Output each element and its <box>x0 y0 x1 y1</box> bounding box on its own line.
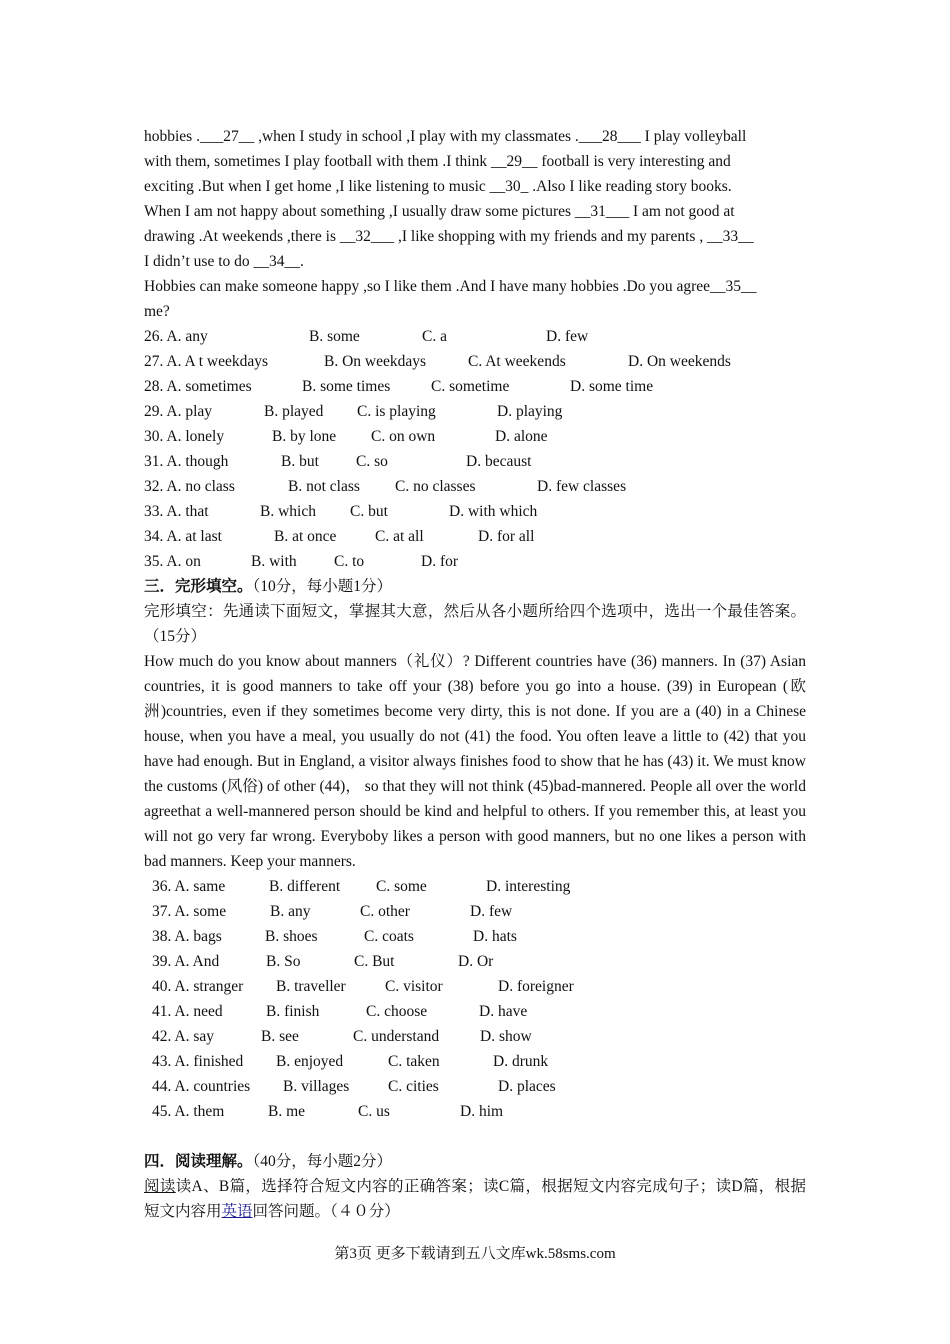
option-a: 36. A. same <box>152 878 226 895</box>
option-b: B. not class <box>288 478 360 495</box>
option-b: B. which <box>260 503 316 520</box>
option-b: B. with <box>251 553 297 570</box>
question-39 <box>144 949 806 974</box>
passage-line: hobbies .___27__ ,when I study in school ,I play with my classmates .___28___ I play volleyball <box>144 128 747 145</box>
option-b: B. villages <box>283 1078 350 1095</box>
passage-line: with them, sometimes I play football with them .I think __29__ football is very interesting and <box>144 153 731 170</box>
option-b: B. some <box>309 328 360 345</box>
section-4-instructions: 阅读读A、B篇，选择符合短文内容的正确答案；读C篇，根据短文内容完成句子；读D篇，根据短文内容用英语回答问题。（４０分） <box>144 1178 806 1220</box>
question-30 <box>144 424 806 449</box>
passage-line: drawing .At weekends ,there is __32___ ,I like shopping with my friends and my parents , __33__ <box>144 228 754 245</box>
option-b: B. So <box>266 953 301 970</box>
question-45 <box>144 1099 806 1124</box>
option-a: 30. A. lonely <box>144 428 225 445</box>
option-d: D. places <box>498 1078 556 1095</box>
option-c: C. us <box>358 1103 390 1120</box>
option-d: D. for all <box>478 528 535 545</box>
option-c: C. so <box>356 453 388 470</box>
option-c: C. choose <box>366 1003 428 1020</box>
option-a: 35. A. on <box>144 553 201 570</box>
option-d: D. interesting <box>486 878 571 895</box>
option-c: C. some <box>376 878 427 895</box>
option-d: D. alone <box>495 428 548 445</box>
option-c: C. to <box>334 553 365 570</box>
option-c: C. a <box>422 328 447 345</box>
question-35 <box>144 549 806 574</box>
question-41 <box>144 999 806 1024</box>
option-c: C. taken <box>388 1053 440 1070</box>
option-a: 39. A. And <box>152 953 220 970</box>
option-a: 38. A. bags <box>152 928 222 945</box>
document-page <box>144 124 806 1224</box>
passage-line: me? <box>144 303 170 320</box>
option-d: D. some time <box>570 378 654 395</box>
option-b: B. any <box>270 903 311 920</box>
question-43 <box>144 1049 806 1074</box>
option-c: C. understand <box>353 1028 440 1045</box>
option-d: D. Or <box>458 953 494 970</box>
english-link[interactable]: 英语 <box>221 1203 253 1220</box>
question-31 <box>144 449 806 474</box>
option-b: B. see <box>261 1028 299 1045</box>
option-b: B. On weekdays <box>324 353 427 370</box>
question-32 <box>144 474 806 499</box>
question-list-2 <box>144 874 806 1124</box>
question-28 <box>144 374 806 399</box>
question-38 <box>144 924 806 949</box>
option-a: 27. A. A t weekdays <box>144 353 269 370</box>
section-3-instructions: 完形填空：先通读下面短文，掌握其大意，然后从各小题所给四个选项中，选出一个最佳答案。（15分） <box>144 603 806 645</box>
page-footer: 第3页 更多下载请到五八文库wk.58sms.com <box>334 1246 616 1262</box>
option-a: 29. A. play <box>144 403 213 420</box>
option-c: C. on own <box>371 428 436 445</box>
option-d: D. with which <box>449 503 538 520</box>
option-a: 33. A. that <box>144 503 209 520</box>
option-d: D. show <box>480 1028 532 1045</box>
option-b: B. but <box>281 453 319 470</box>
option-b: B. me <box>268 1103 306 1120</box>
option-c: C. is playing <box>357 403 436 420</box>
question-36 <box>144 874 806 899</box>
option-c: C. at all <box>375 528 424 545</box>
question-37 <box>144 899 806 924</box>
option-d: D. few classes <box>537 478 627 495</box>
option-c: C. At weekends <box>468 353 566 370</box>
option-a: 45. A. them <box>152 1103 225 1120</box>
option-d: D. drunk <box>493 1053 549 1070</box>
option-d: D. few <box>470 903 513 920</box>
option-c: C. no classes <box>395 478 476 495</box>
question-40 <box>144 974 806 999</box>
option-d: D. On weekends <box>628 353 731 370</box>
option-a: 32. A. no class <box>144 478 235 495</box>
question-29 <box>144 399 806 424</box>
option-c: C. other <box>360 903 410 920</box>
option-c: C. coats <box>364 928 414 945</box>
option-b: B. some times <box>302 378 391 395</box>
option-d: D. him <box>460 1103 504 1120</box>
option-d: D. few <box>546 328 589 345</box>
option-d: D. playing <box>497 403 563 420</box>
option-a: 40. A. stranger <box>152 978 244 995</box>
option-d: D. foreigner <box>498 978 574 995</box>
option-a: 44. A. countries <box>152 1078 251 1095</box>
option-c: C. sometime <box>431 378 510 395</box>
option-c: C. But <box>354 953 395 970</box>
question-26 <box>144 324 806 349</box>
option-b: B. by lone <box>272 428 337 445</box>
option-d: D. hats <box>473 928 517 945</box>
option-b: B. at once <box>274 528 337 545</box>
option-b: B. different <box>269 878 341 895</box>
question-34 <box>144 524 806 549</box>
passage-1 <box>144 124 806 324</box>
option-a: 28. A. sometimes <box>144 378 252 395</box>
option-a: 31. A. though <box>144 453 229 470</box>
option-c: C. cities <box>388 1078 439 1095</box>
option-a: 41. A. need <box>152 1003 223 1020</box>
option-b: B. finish <box>266 1003 320 1020</box>
passage-line: I didn’t use to do __34__. <box>144 253 304 270</box>
section-3-heading: 三．完形填空。（10分，每小题1分） <box>144 578 393 595</box>
reading-link[interactable]: 阅读 <box>144 1178 176 1195</box>
question-33 <box>144 499 806 524</box>
passage-line: When I am not happy about something ,I usually draw some pictures __31___ I am not good at <box>144 203 735 220</box>
option-a: 43. A. finished <box>152 1053 244 1070</box>
question-list-1 <box>144 324 806 574</box>
option-c: C. but <box>350 503 388 520</box>
option-a: 34. A. at last <box>144 528 222 545</box>
section-4-heading: 四．阅读理解。（40分，每小题2分） <box>144 1153 393 1170</box>
option-b: B. traveller <box>276 978 346 995</box>
option-b: B. enjoyed <box>276 1053 344 1070</box>
option-d: D. for <box>421 553 459 570</box>
option-b: B. shoes <box>265 928 318 945</box>
option-a: 42. A. say <box>152 1028 215 1045</box>
passage-line: exciting .But when I get home ,I like listening to music __30_ .Also I like reading story books. <box>144 178 732 195</box>
question-42 <box>144 1024 806 1049</box>
option-d: D. becaust <box>466 453 532 470</box>
passage-line: Hobbies can make someone happy ,so I like them .And I have many hobbies .Do you agree__35__ <box>144 278 757 295</box>
question-27 <box>144 349 806 374</box>
option-d: D. have <box>479 1003 528 1020</box>
spacer <box>144 1124 806 1149</box>
section-3-passage: How much do you know about manners（礼仪）? Different countries have (36) manners. In (37) Asian countries, it is good manners to take off your (38) before you go into a house. (39) in European (欧洲)countries, even if they sometimes become very dirty, this is not done. If you are a (40) in a Chinese house, when you have a meal, you usually do not (41) the food. You often leave a little to (42) that you have had enough. But in England, a visitor always finishes food to show that he has (43) it. We must know the customs (风俗) of other (44)， so that they will not think (45)bad-mannered. People all over the world agreethat a well-mannered person should be kind and helpful to others. If you remember this, at least you will not go very far wrong. Everyboby likes a person with good manners, but no one likes a person with bad manners. Keep your manners. <box>144 653 806 870</box>
option-a: 26. A. any <box>144 328 208 345</box>
option-c: C. visitor <box>385 978 443 995</box>
option-a: 37. A. some <box>152 903 227 920</box>
option-b: B. played <box>264 403 324 420</box>
question-44 <box>144 1074 806 1099</box>
